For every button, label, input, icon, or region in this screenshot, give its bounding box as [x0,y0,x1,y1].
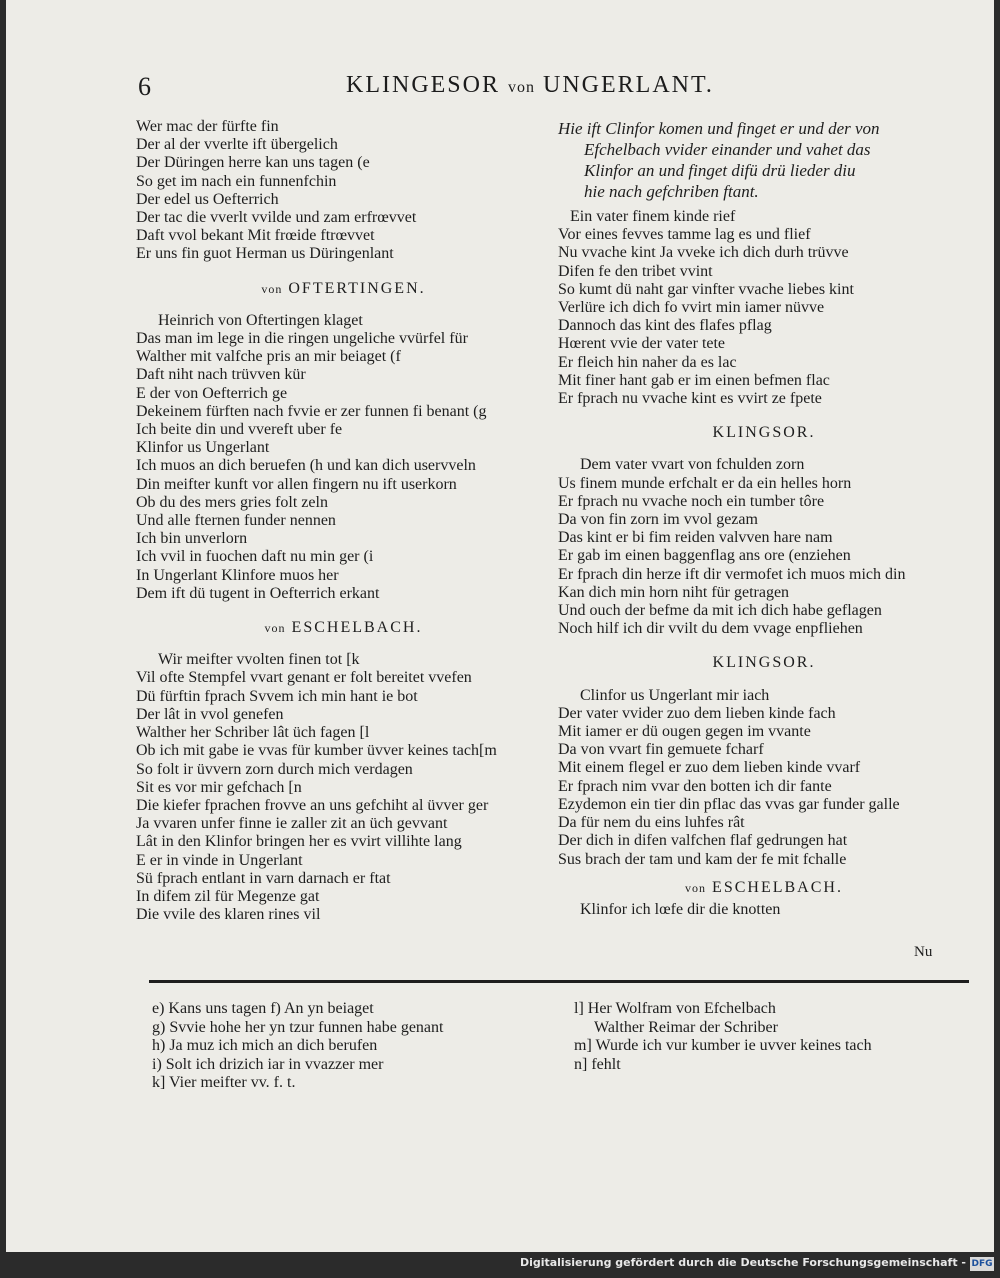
verse-line: Ob du des mers gries folt zeln [136,493,328,511]
verse-line: So kumt dü naht gar vinfter vvache liebes kint [558,280,854,298]
rubric-intro [558,118,970,202]
verse-line: Er fprach din herze ift dir vermofet ich muos mich din [558,565,906,583]
rubric-line: Efchelbach vvider einander und vahet das [584,140,871,159]
footnotes-left [152,1000,443,1093]
stanza [136,312,551,603]
verse-line: Der lât in vvol genefen [136,705,284,723]
section-heading [136,619,551,637]
catchword: Nu [914,944,933,960]
running-head [346,72,714,99]
heading-name: ESCHELBACH. [291,619,423,637]
verse-line: Und ouch der befme da mit ich dich habe geflagen [558,602,882,620]
verse-line: Und alle fternen funder nennen [136,512,336,530]
verse-line: Dekeinem fürften nach fvvie er zer funnen fi benant (g [136,402,487,420]
verse-line: Daft vvol bekant Mit frœide ftrœvvet [136,227,375,245]
verse-line: Ich beite din und vvereft uber fe [136,421,343,439]
verse-line: Wir meifter vvolten finen tot [k [158,651,360,669]
verse-line: Verlüre ich dich fo vvirt min iamer nüvve [558,299,825,317]
verse-line: Da für nem du eins luhfes rât [558,814,745,832]
heading-name: OFTERTINGEN. [288,279,426,297]
right-column [558,118,970,919]
verse-line: Hœrent vvie der vater tete [558,335,726,353]
dfg-logo: DFG [971,1259,993,1269]
verse-line: Mit finer hant gab er im einen befmen flac [558,371,830,389]
verse-line: Da von fin zorn im vvol gezam [558,511,758,529]
verse-line: Kan dich min horn niht für getragen [558,583,790,601]
verse-line: Ja vvaren unfer finne ie zaller zit an üch gevvant [136,815,448,833]
verse-line: Dem vater vvart von fchulden zorn [580,456,805,474]
verse-line: Noch hilf ich dir vvilt du dem vvage enpfliehen [558,620,863,638]
footnote: Walther Reimar der Schriber [594,1018,778,1036]
verse-line: Sü fprach entlant in varn darnach er ftat [136,869,391,887]
verse-line: Heinrich von Oftertingen klaget [158,311,363,329]
stanza [558,456,970,638]
verse-line: Wer mac der fürfte fin [136,118,279,135]
heading-von: von [264,621,286,636]
verse-line: Ich muos an dich beruefen (h und kan dich uservveln [136,457,476,475]
verse-line: Ein vater finem kinde rief [570,208,736,225]
verse-line: Walther mit valfche pris an mir beiaget (f [136,348,401,366]
footnote: m] Wurde ich vur kumber ie uvver keines tach [574,1037,872,1054]
verse-line: Daft niht nach trüvven kür [136,366,306,384]
verse-line: Er fprach nim vvar den botten ich dir fante [558,777,832,795]
footnotes-right [574,1000,872,1074]
verse-line: In difem zil für Megenze gat [136,887,320,905]
footnote: n] fehlt [574,1055,621,1073]
verse-line: Ich bin unverlorn [136,530,248,548]
running-head-part-1: KLINGESOR [346,72,500,98]
section-heading: KLINGSOR. [712,654,816,672]
verse-line: Er gab im einen baggenflag ans ore (enziehen [558,547,851,565]
verse-line: Dannoch das kint des flafes pflag [558,317,772,335]
footnote: l] Her Wolfram von Efchelbach [574,1000,776,1017]
verse-line: Das kint er bi fim reiden valvven hare nam [558,529,833,547]
section-heading [136,280,551,298]
footnote: i) Solt ich drizich iar in vvazzer mer [152,1055,384,1073]
verse-line: Difen fe den tribet vvint [558,262,713,280]
verse-line: Ezydemon ein tier din pflac das vvas gar funder galle [558,795,900,813]
verse-line: Din meifter kunft vor allen fingern nu ift userkorn [136,475,457,493]
heading-von: von [261,281,283,296]
verse-line: Ob ich mit gabe ie vvas für kumber üvver keines tach[m [136,742,497,760]
verse-line: Dem ift dü tugent in Oefterrich erkant [136,584,380,602]
verse-line: Er uns fin guot Herman us Düringenlant [136,245,394,263]
footnote: g) Svvie hohe her yn tzur funnen habe genant [152,1018,444,1036]
rubric-line: hie nach gefchriben ftant. [584,182,759,201]
verse-line: Walther her Schriber lât üch fagen [l [136,724,370,742]
verse-line: Er fprach nu vvache kint es vvirt ze fpete [558,390,822,408]
verse-line: Vil ofte Stempfel vvart genant er folt bereitet vvefen [136,669,472,687]
verse-line: Sit es vor mir gefchach [n [136,778,302,796]
verse-line: Der edel us Oefterrich [136,190,279,208]
verse-line: Lât in den Klinfor bringen her es vvirt villihte lang [136,833,462,851]
verse-line: Mit einem flegel er zuo dem lieben kinde vvarf [558,759,861,777]
verse-line: Ich vvil in fuochen daft nu min ger (i [136,548,374,566]
verse-line: Der tac die vverlt vvilde und zam erfrœvvet [136,209,417,227]
stanza [558,687,970,869]
funding-credit: Digitalisierung gefördert durch die Deutsche Forschungsgemeinschaft - [519,1256,966,1269]
verse-line: E der von Oefterrich ge [136,384,288,402]
verse-line: Der Düringen herre kan uns tagen (e [136,154,370,172]
running-head-von: von [508,79,535,96]
verse-line: Klinfor ich lœfe dir die knotten [580,900,781,918]
left-column [136,118,551,924]
verse-line: E er in vinde in Ungerlant [136,851,303,869]
verse-line: Der vater vvider zuo dem lieben kinde fach [558,704,836,722]
verse-line: Klinfor us Ungerlant [136,439,270,457]
verse-line: Clinfor us Ungerlant mir iach [580,686,770,704]
running-head-part-2: UNGERLANT. [543,72,714,98]
verse-line: Sus brach der tam und kam der fe mit fchalle [558,850,847,868]
stanza [136,118,551,264]
verse-line: Er fprach nu vvache noch ein tumber tôre [558,492,825,510]
verse-line: In Ungerlant Klinfore muos her [136,566,339,584]
stanza [558,208,970,408]
footnote: h) Ja muz ich mich an dich berufen [152,1037,378,1054]
verse-line: Die kiefer fprachen frovve an uns gefchiht al üvver ger [136,796,489,814]
section-heading: KLINGSOR. [712,424,816,442]
verse-line: Dü fürftin fprach Svvem ich min hant ie bot [136,687,418,705]
verse-line: Vor eines fevves tamme lag es und flief [558,226,811,244]
verse-line: Das man im lege in die ringen ungeliche vvürfel für [136,330,468,348]
verse-line: Us finem munde erfchalt er da ein helles horn [558,474,852,492]
verse-line: So folt ir üvvern zorn durch mich verdagen [136,760,413,778]
footnote: e) Kans uns tagen f) An yn beiaget [152,1000,374,1017]
heading-von: von [685,880,707,895]
book-page [6,0,994,1252]
page-number: 6 [138,72,151,101]
verse-line: Der al der vverlte ift übergelich [136,136,338,154]
footnote: k] Vier meifter vv. f. t. [152,1074,296,1091]
verse-line: Nu vvache kint Ja vveke ich dich durh trüvve [558,244,849,262]
verse-line: Da von vvart fin gemuete fcharf [558,741,764,759]
verse-line: So get im nach ein funnenfchin [136,172,337,190]
heading-name: ESCHELBACH. [712,878,843,896]
stanza [558,901,970,919]
verse-line: Der dich in difen valfchen flaf gedrungen hat [558,832,848,850]
footnote-divider [149,980,969,983]
rubric-line: Klinfor an und finget difü drü lieder diu [584,161,856,180]
verse-line: Mit iamer er dü ougen gegen im vvante [558,723,811,741]
section-heading [558,879,970,897]
verse-line: Er fleich hin naher da es lac [558,353,737,371]
stanza [136,651,551,924]
verse-line: Die vvile des klaren rines vil [136,906,321,924]
rubric-line: Hie ift Clinfor komen und finget er und der von [558,119,880,138]
